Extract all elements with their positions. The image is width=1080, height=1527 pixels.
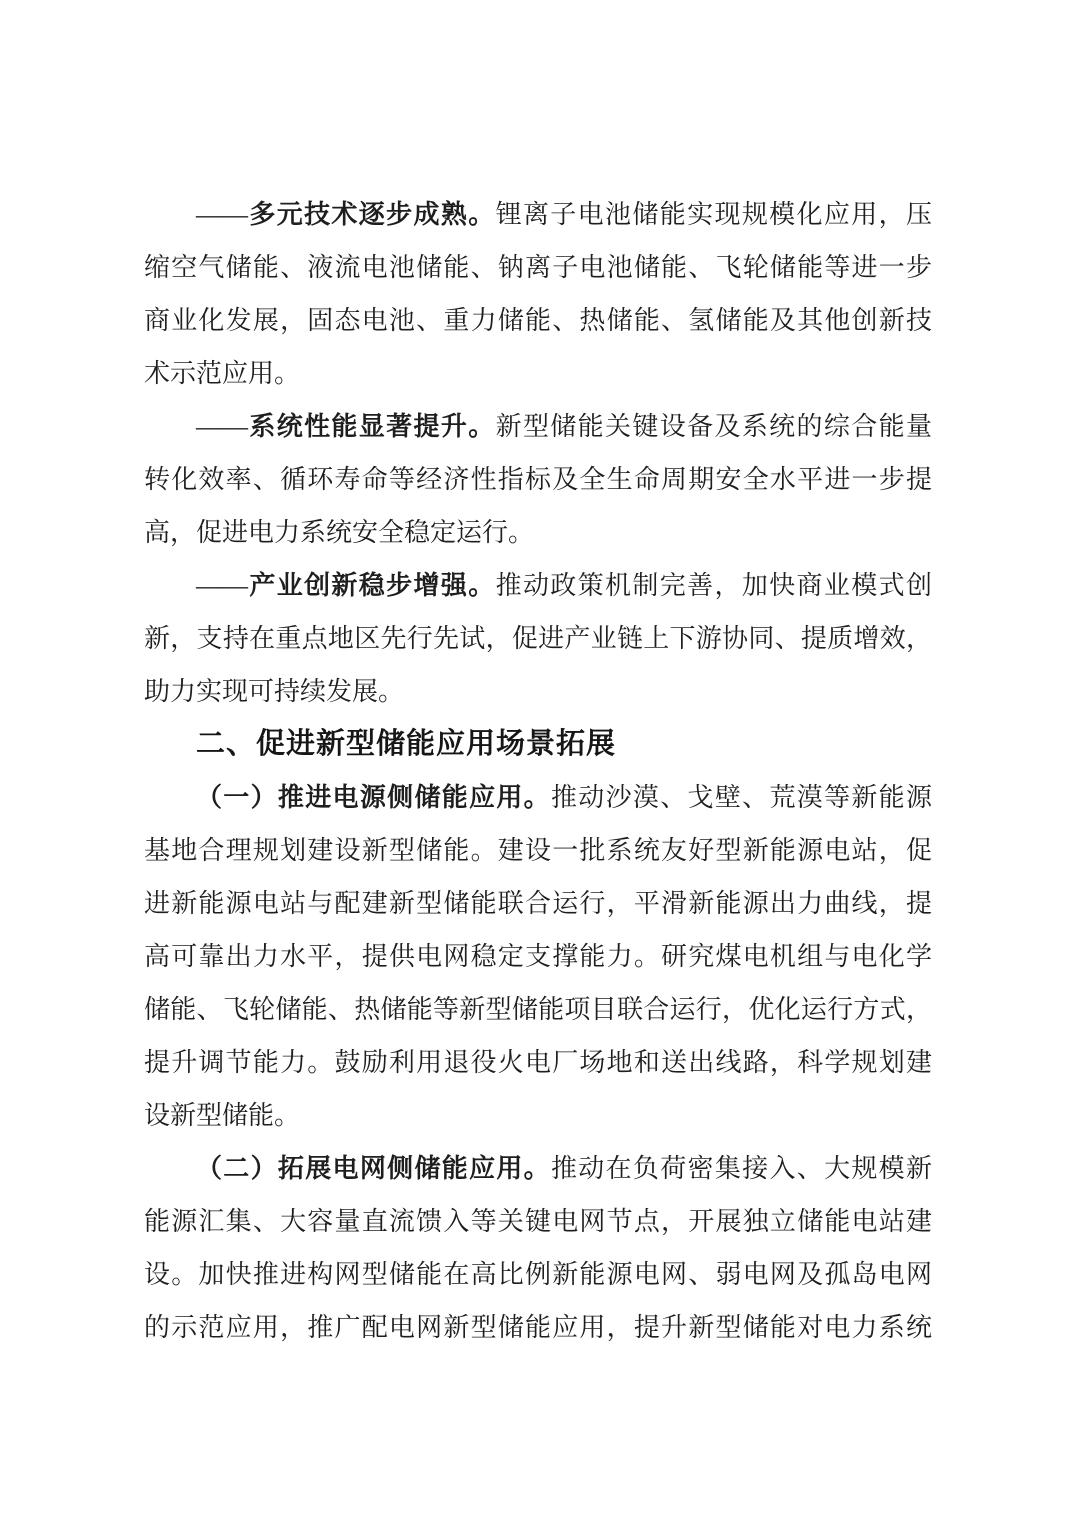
body-text: 设新型储能。: [144, 1101, 301, 1130]
body-text: 新型储能关键设备及系统的综合能量: [495, 412, 932, 441]
body-text: 基地合理规划建设新型储能。建设一批系统友好型新能源电站，促: [144, 836, 932, 865]
body-text: 助力实现可持续发展。: [144, 677, 405, 706]
text-line: [144, 877, 932, 930]
text-line: [144, 930, 932, 983]
body-text: 高可靠出力水平，提供电网稳定支撑能力。研究煤电机组与电化学: [144, 942, 932, 971]
paragraph-item-1: [144, 771, 932, 1142]
text-line: [144, 1301, 932, 1354]
body-text: 进新能源电站与配建新型储能联合运行，平滑新能源出力曲线，提: [144, 889, 932, 918]
paragraph-lead-text: 系统性能显著提升。: [248, 412, 496, 441]
body-text: 推动政策机制完善，加快商业模式创: [495, 571, 932, 600]
body-text: 设。加快推进构网型储能在高比例新能源电网、弱电网及孤岛电网: [144, 1260, 932, 1289]
body-text: ——: [196, 412, 248, 441]
paragraph-dash-3: [144, 559, 932, 718]
text-line: [144, 294, 932, 347]
text-line: [144, 559, 932, 612]
text-line: [144, 665, 932, 718]
paragraph-lead-text: 多元技术逐步成熟。: [248, 200, 496, 229]
text-line: [144, 400, 932, 453]
paragraph-dash-1: [144, 188, 932, 400]
text-line: [144, 1195, 932, 1248]
text-line: [144, 771, 932, 824]
body-text: 术示范应用。: [144, 359, 301, 388]
body-text: ——: [196, 200, 248, 229]
text-line: [144, 824, 932, 877]
body-text: 能源汇集、大容量直流馈入等关键电网节点，开展独立储能电站建: [144, 1207, 932, 1236]
text-line: [144, 1248, 932, 1301]
text-line: [144, 506, 932, 559]
text-line: [144, 718, 932, 771]
paragraph-dash-2: [144, 400, 932, 559]
paragraph-item-2: [144, 1142, 932, 1354]
body-text: 储能、飞轮储能、热储能等新型储能项目联合运行，优化运行方式，: [144, 995, 932, 1024]
text-line: [144, 1089, 932, 1142]
body-text: 推动在负荷密集接入、大规模新: [551, 1154, 932, 1183]
body-text: ——: [196, 571, 248, 600]
text-line: [144, 1036, 932, 1089]
text-line: [144, 453, 932, 506]
body-text: 缩空气储能、液流电池储能、钠离子电池储能、飞轮储能等进一步: [144, 253, 932, 282]
text-line: [144, 347, 932, 400]
text-line: [144, 1142, 932, 1195]
body-text: 高，促进电力系统安全稳定运行。: [144, 518, 535, 547]
text-line: [144, 188, 932, 241]
text-line: [144, 983, 932, 1036]
body-text: 锂离子电池储能实现规模化应用，压: [495, 200, 932, 229]
text-line: [144, 241, 932, 294]
paragraph-lead-text: 产业创新稳步增强。: [248, 571, 496, 600]
document-body: [144, 188, 932, 1354]
body-text: 提升调节能力。鼓励利用退役火电厂场地和送出线路，科学规划建: [144, 1048, 932, 1077]
heading-text: 二、促进新型储能应用场景拓展: [196, 728, 617, 760]
body-text: 商业化发展，固态电池、重力储能、热储能、氢储能及其他创新技: [144, 306, 932, 335]
section-heading-2: [144, 718, 932, 771]
body-text: 转化效率、循环寿命等经济性指标及全生命周期安全水平进一步提: [144, 465, 932, 494]
body-text: 新，支持在重点地区先行先试，促进产业链上下游协同、提质增效，: [144, 624, 932, 653]
text-line: [144, 612, 932, 665]
body-text: 的示范应用，推广配电网新型储能应用，提升新型储能对电力系统: [144, 1313, 932, 1342]
paragraph-lead-text: （二）拓展电网侧储能应用。: [196, 1154, 551, 1183]
body-text: 推动沙漠、戈壁、荒漠等新能源: [551, 783, 932, 812]
paragraph-lead-text: （一）推进电源侧储能应用。: [196, 783, 551, 812]
